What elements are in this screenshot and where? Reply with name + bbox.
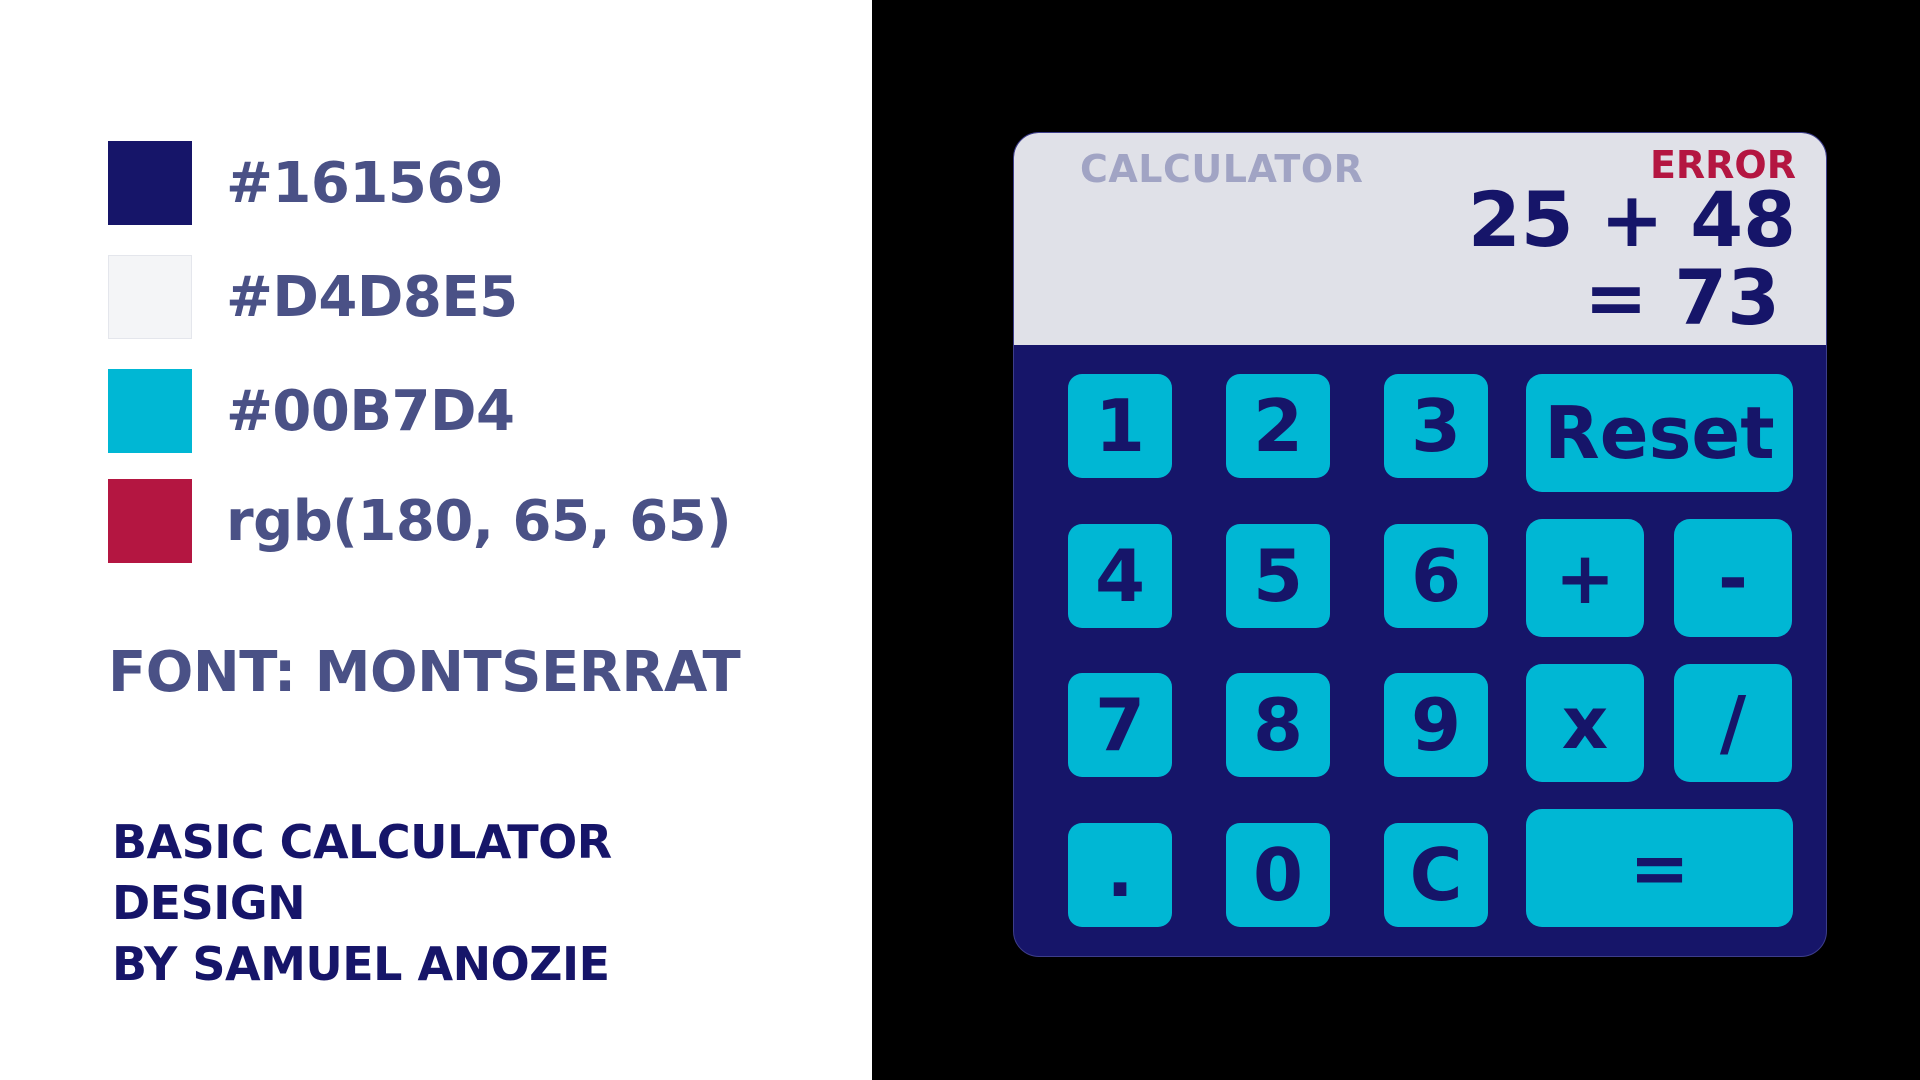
swatch-light (108, 255, 192, 339)
error-indicator: ERROR (1649, 143, 1796, 187)
key-4[interactable]: 4 (1068, 524, 1172, 628)
preview-panel (872, 0, 1920, 1080)
swatch-primary-label: #161569 (226, 150, 504, 216)
font-label: FONT: MONTSERRAT (108, 640, 741, 705)
equals-button[interactable]: = (1526, 809, 1793, 927)
calculator (1013, 132, 1827, 957)
key-3[interactable]: 3 (1384, 374, 1488, 478)
palette-row-accent (108, 369, 514, 453)
key-7[interactable]: 7 (1068, 673, 1172, 777)
style-guide-panel (0, 0, 872, 1080)
calculator-title: CALCULATOR (1080, 147, 1364, 191)
add-button[interactable]: + (1526, 519, 1644, 637)
swatch-primary (108, 141, 192, 225)
display-expression: 25 + 48 (1467, 175, 1796, 264)
decimal-button[interactable]: . (1068, 823, 1172, 927)
key-9[interactable]: 9 (1384, 673, 1488, 777)
palette-row-light (108, 255, 518, 339)
swatch-light-label: #D4D8E5 (226, 264, 518, 330)
swatch-accent (108, 369, 192, 453)
calculator-display (1014, 133, 1826, 345)
credit-line-1: BASIC CALCULATOR (112, 815, 612, 869)
credit-line-3: BY SAMUEL ANOZIE (112, 937, 610, 991)
key-5[interactable]: 5 (1226, 524, 1330, 628)
clear-button[interactable]: C (1384, 823, 1488, 927)
swatch-error-label: rgb(180, 65, 65) (226, 488, 732, 554)
key-2[interactable]: 2 (1226, 374, 1330, 478)
key-6[interactable]: 6 (1384, 524, 1488, 628)
palette-row-error (108, 479, 731, 563)
key-0[interactable]: 0 (1226, 823, 1330, 927)
swatch-accent-label: #00B7D4 (226, 378, 515, 444)
multiply-button[interactable]: x (1526, 664, 1644, 782)
design-credit (112, 812, 612, 995)
key-8[interactable]: 8 (1226, 673, 1330, 777)
subtract-button[interactable]: - (1674, 519, 1792, 637)
divide-button[interactable]: / (1674, 664, 1792, 782)
swatch-error (108, 479, 192, 563)
reset-button[interactable]: Reset (1526, 374, 1793, 492)
display-result: = 73 (1584, 253, 1780, 342)
palette-row-primary (108, 141, 503, 225)
credit-line-2: DESIGN (112, 876, 306, 930)
key-1[interactable]: 1 (1068, 374, 1172, 478)
